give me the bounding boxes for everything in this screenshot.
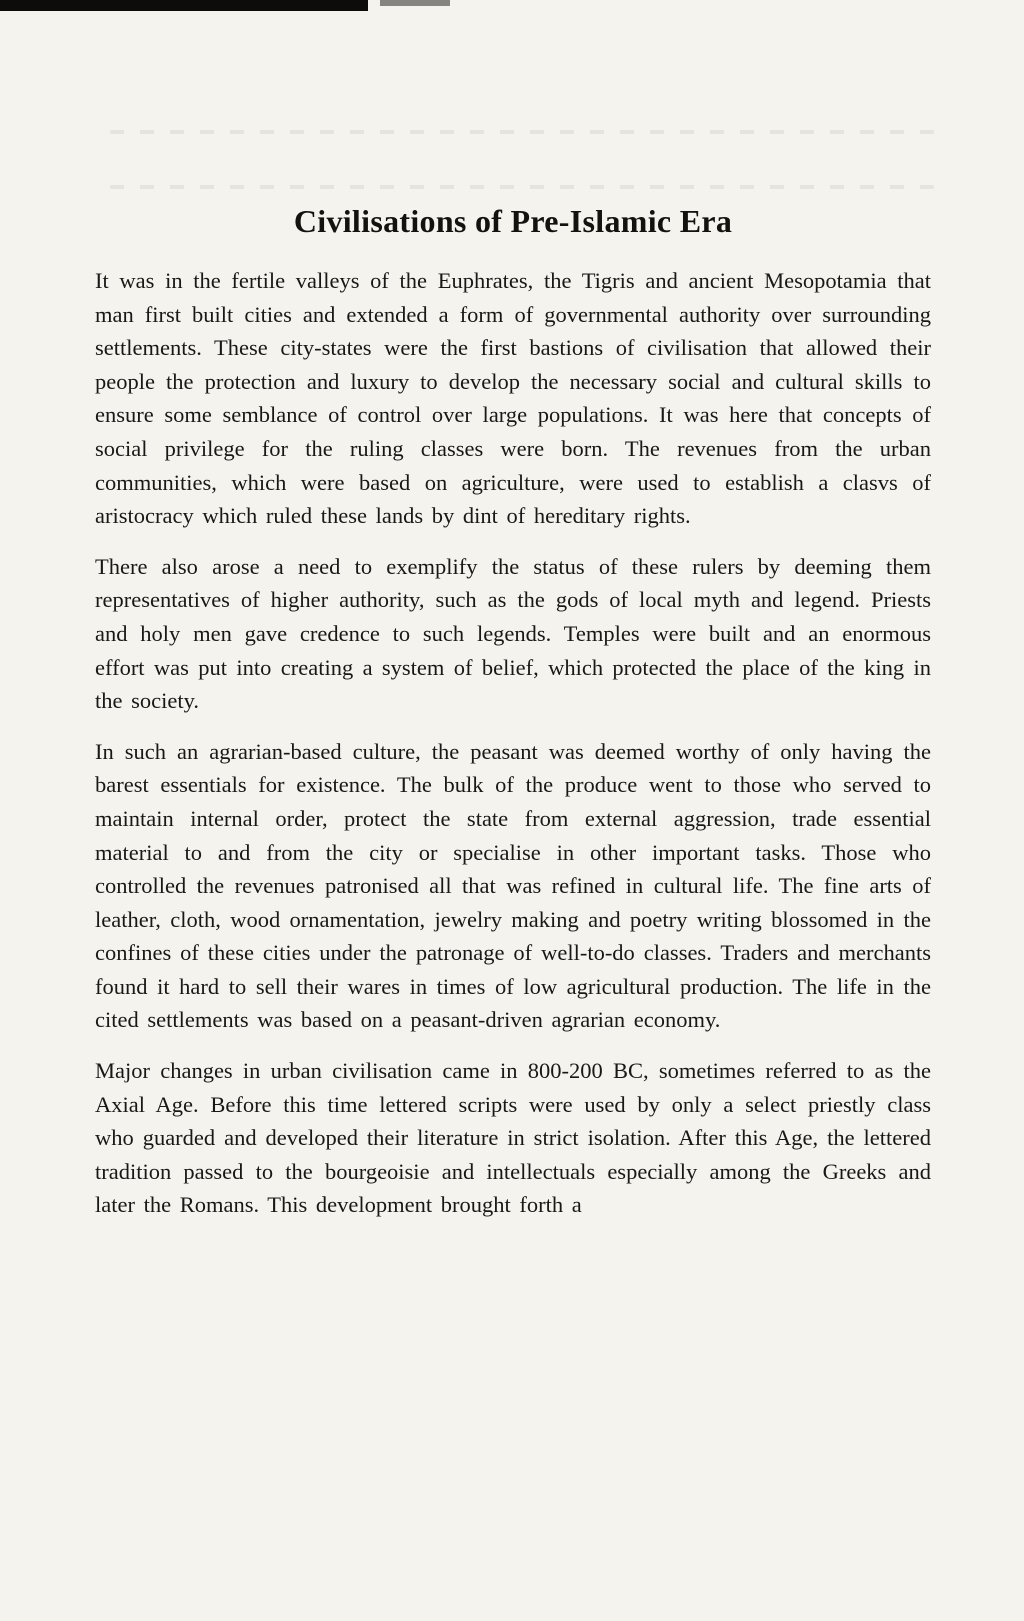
document-page (95, 0, 931, 1239)
paragraph-1: It was in the fertile valleys of the Euphrates, the Tigris and ancient Mesopotamia that man first built cities and extended a form of governmental authority over surrounding settlements. These city-states were the first bastions of civilisation that allowed their people the protection and luxury to develop the necessary social and cultural skills to ensure some semblance of control over large populations. It was here that concepts of social privilege for the ruling classes were born. The revenues from the urban communities, which were based on agriculture, were used to establish a clasvs of aristocracy which ruled these lands by dint of hereditary rights. (95, 268, 931, 529)
paragraph-2: There also arose a need to exemplify the status of these rulers by deeming them representatives of higher authority, such as the gods of local myth and legend. Priests and holy men gave credence to such legends. Temples were built and an enormous effort was put into creating a system of belief, which protected the place of the king in the society. (95, 553, 931, 714)
paragraph-4: Major changes in urban civilisation came in 800-200 BC, sometimes referred to as the Axial Age. Before this time lettered scripts were used by only a select priestly class who guarded and developed their literature in strict isolation. After this Age, the lettered tradition passed to the bourgeoisie and intellectuals especially among the Greeks and later the Romans. This development brought forth a (95, 1058, 931, 1218)
paragraph-3: In such an agrarian-based culture, the peasant was deemed worthy of only having the barest essentials for existence. The bulk of the produce went to those who served to maintain internal order, protect the state from external aggression, trade essential material to and from the city or specialise in other important tasks. Those who controlled the revenues patronised all that was refined in cultural life. The fine arts of leather, cloth, wood ornamentation, jewelry making and poetry writing blossomed in the confines of these cities under the patronage of well-to-do classes. Traders and merchants found it hard to sell their wares in times of low agricultural production. The life in the cited settlements was based on a peasant-driven agrarian economy. (95, 738, 931, 1033)
body-text (95, 264, 931, 1222)
page-title: Civilisations of Pre-Islamic Era (293, 203, 733, 239)
